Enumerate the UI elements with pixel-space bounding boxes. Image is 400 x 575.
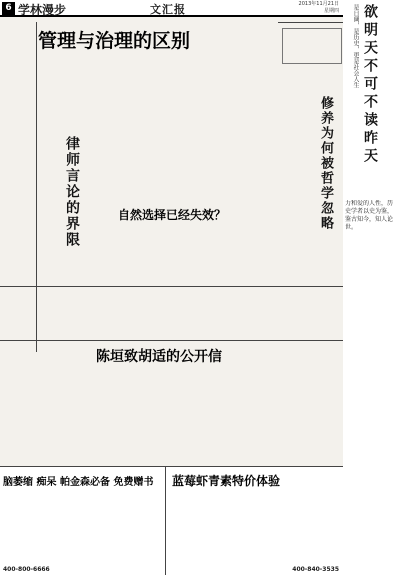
right-strip <box>343 0 400 575</box>
ad2-phone: 400-840-3535 <box>292 566 339 573</box>
ad1-text <box>3 489 163 565</box>
main-title: 管理与治理的区别 <box>38 30 191 52</box>
main-article-text <box>38 50 198 120</box>
section-name: 学林漫步 <box>18 3 67 17</box>
page-number: 6 <box>2 2 15 15</box>
natural-title: 自然选择已经失效？ <box>118 208 227 222</box>
ad-brain-health <box>0 466 165 575</box>
page-header <box>0 0 343 17</box>
middle-text <box>82 126 278 196</box>
philosophy-title: 修养为何被哲学忽略 <box>318 96 333 231</box>
ad1-phone: 400-800-6666 <box>3 566 50 573</box>
ad-blueberry <box>165 466 343 575</box>
hu-title: 陈垣致胡适的公开信 <box>96 349 222 365</box>
ad1-title: 脑萎缩 痴呆 帕金森必备 免费赠书 <box>3 477 154 488</box>
philosophy-text <box>282 68 316 268</box>
hu-text <box>2 364 342 464</box>
main-article-text-2 <box>198 50 278 120</box>
ad2-title: 蓝莓虾青素特价体验 <box>172 474 281 488</box>
right-strip-para-2: 力和爱的人性，历史学者以史为鉴，鉴古知今，知人论世。 <box>345 200 394 231</box>
right-strip-para-1: 是日阔，是历史，更是社会人生 <box>352 4 359 88</box>
lawyer-text <box>2 136 62 266</box>
ad2-text <box>172 489 338 565</box>
lawyer-title: 律师言论的界限 <box>64 136 80 248</box>
quote-box <box>282 28 342 64</box>
left-column-text <box>2 22 34 132</box>
lower-text <box>2 290 342 338</box>
masthead: 文汇报 <box>150 3 186 16</box>
natural-text <box>82 224 278 280</box>
date-line: 2013年11月21日 星期四 <box>298 1 339 14</box>
right-strip-title: 欲明天不可不读昨天 <box>362 4 378 166</box>
